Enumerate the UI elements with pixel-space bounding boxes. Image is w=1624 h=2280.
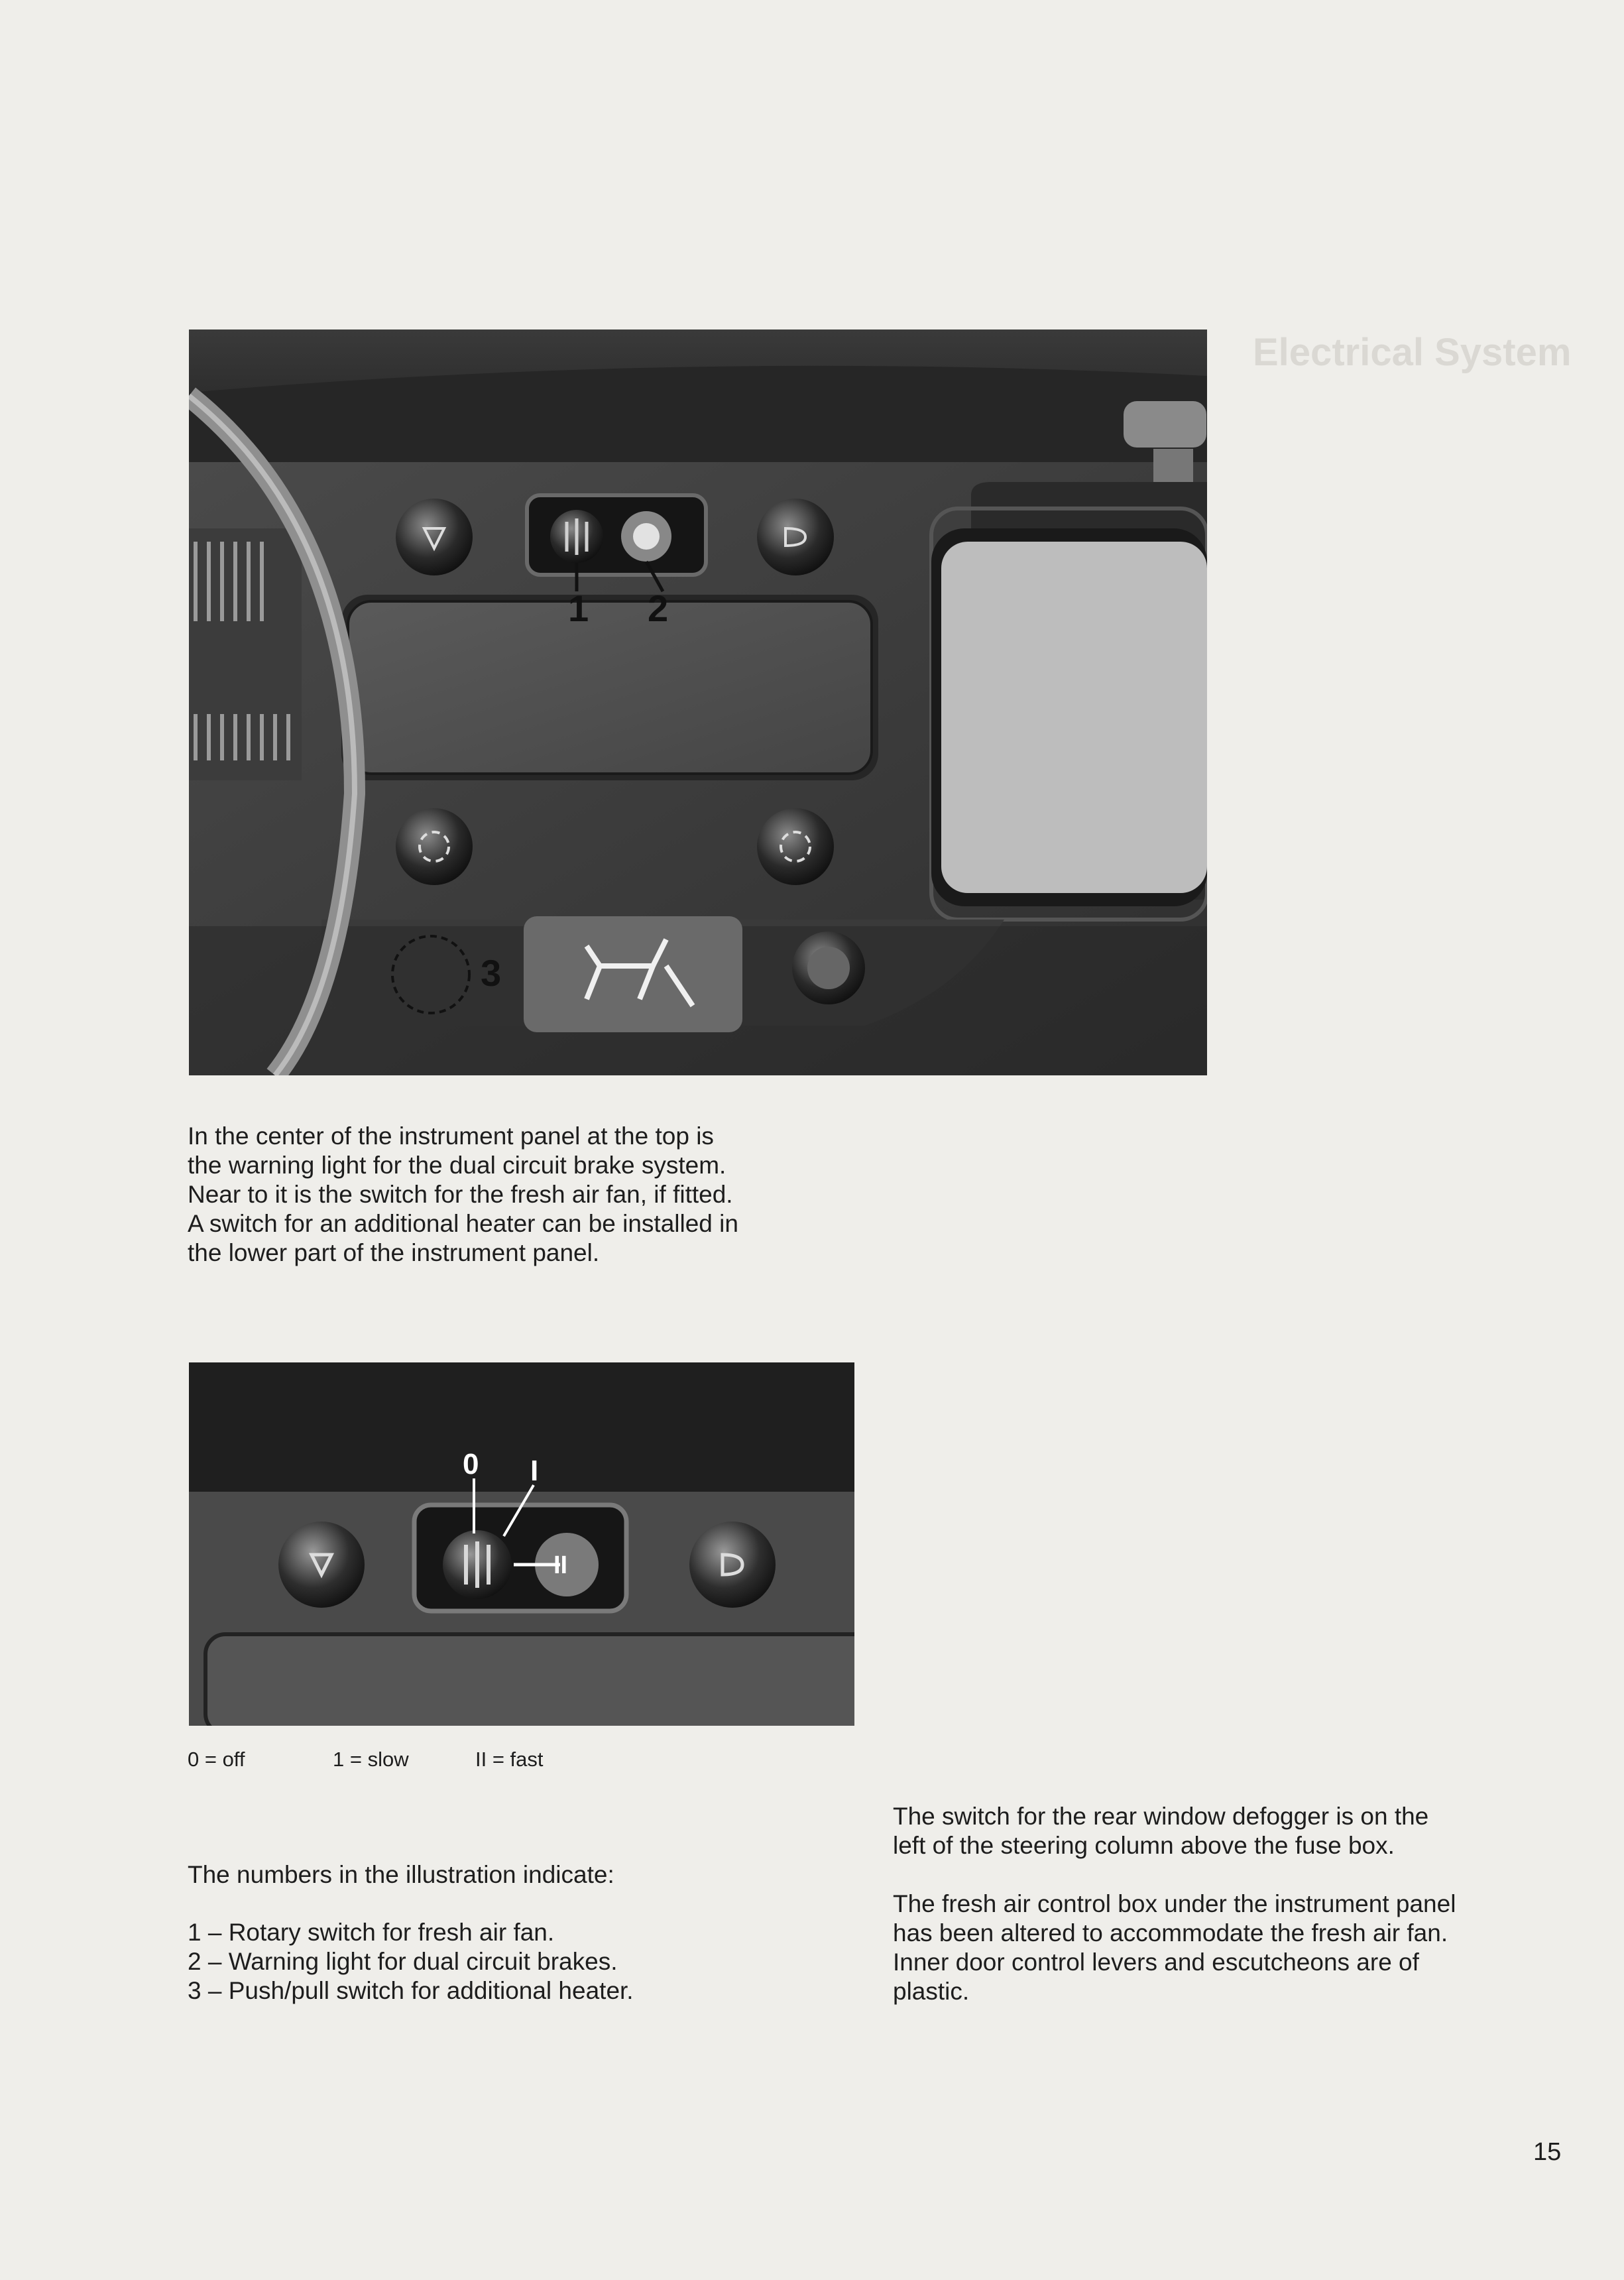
callout-2: 2 <box>648 587 669 629</box>
list-item: 1 – Rotary switch for fresh air fan. <box>188 1919 555 1946</box>
vent-knob-left <box>396 808 473 885</box>
caption-instrument-panel: In the center of the instrument panel at the top is the warning light for the dual circuit brake system. Near to it is the switch for the fresh air fan, if fitted. A switch for an additional heater can be installed in the lower part of the instrument panel. <box>188 1122 738 1266</box>
legend-slow: 1 = slow <box>333 1748 409 1771</box>
headlight-knob <box>757 499 834 575</box>
callout-1: 1 <box>568 587 589 629</box>
page-number: 15 <box>1533 2138 1562 2166</box>
headlight-knob <box>689 1522 776 1608</box>
list-item: 3 – Push/pull switch for additional heater. <box>188 1977 634 2004</box>
shift-pattern-plate <box>524 916 742 1032</box>
instrument-panel-photo <box>189 330 1207 1075</box>
list-item: 2 – Warning light for dual circuit brakes. <box>188 1948 618 1975</box>
fan-switch-illustration <box>189 1362 854 1726</box>
wiper-knob <box>396 499 473 575</box>
defogger-paragraph: The switch for the rear window defogger is on the left of the steering column above the fuse box. <box>893 1803 1429 1859</box>
grab-handle <box>1124 401 1206 448</box>
callout-3: 3 <box>481 952 502 994</box>
numbers-list <box>188 1918 850 2006</box>
numbers-heading: The numbers in the illustration indicate: <box>188 1861 614 1888</box>
wiper-knob <box>278 1522 365 1608</box>
instrument-panel-illustration <box>189 330 1207 1075</box>
switch-position-1: I <box>530 1455 539 1487</box>
legend-fast: II = fast <box>475 1748 544 1771</box>
bleed-through-heading: Electrical System <box>1253 331 1572 374</box>
fresh-air-paragraph: The fresh air control box under the instrument panel has been altered to accommodate the fresh air fan. Inner door control levers and escutcheons are of plastic. <box>893 1890 1456 2005</box>
legend-off: 0 = off <box>188 1748 245 1771</box>
fan-switch-photo <box>189 1362 854 1726</box>
svg-text:II: II <box>553 1551 568 1579</box>
speaker-grill <box>189 528 302 780</box>
vent-knob-right <box>757 808 834 885</box>
switch-position-0: 0 <box>463 1448 479 1480</box>
